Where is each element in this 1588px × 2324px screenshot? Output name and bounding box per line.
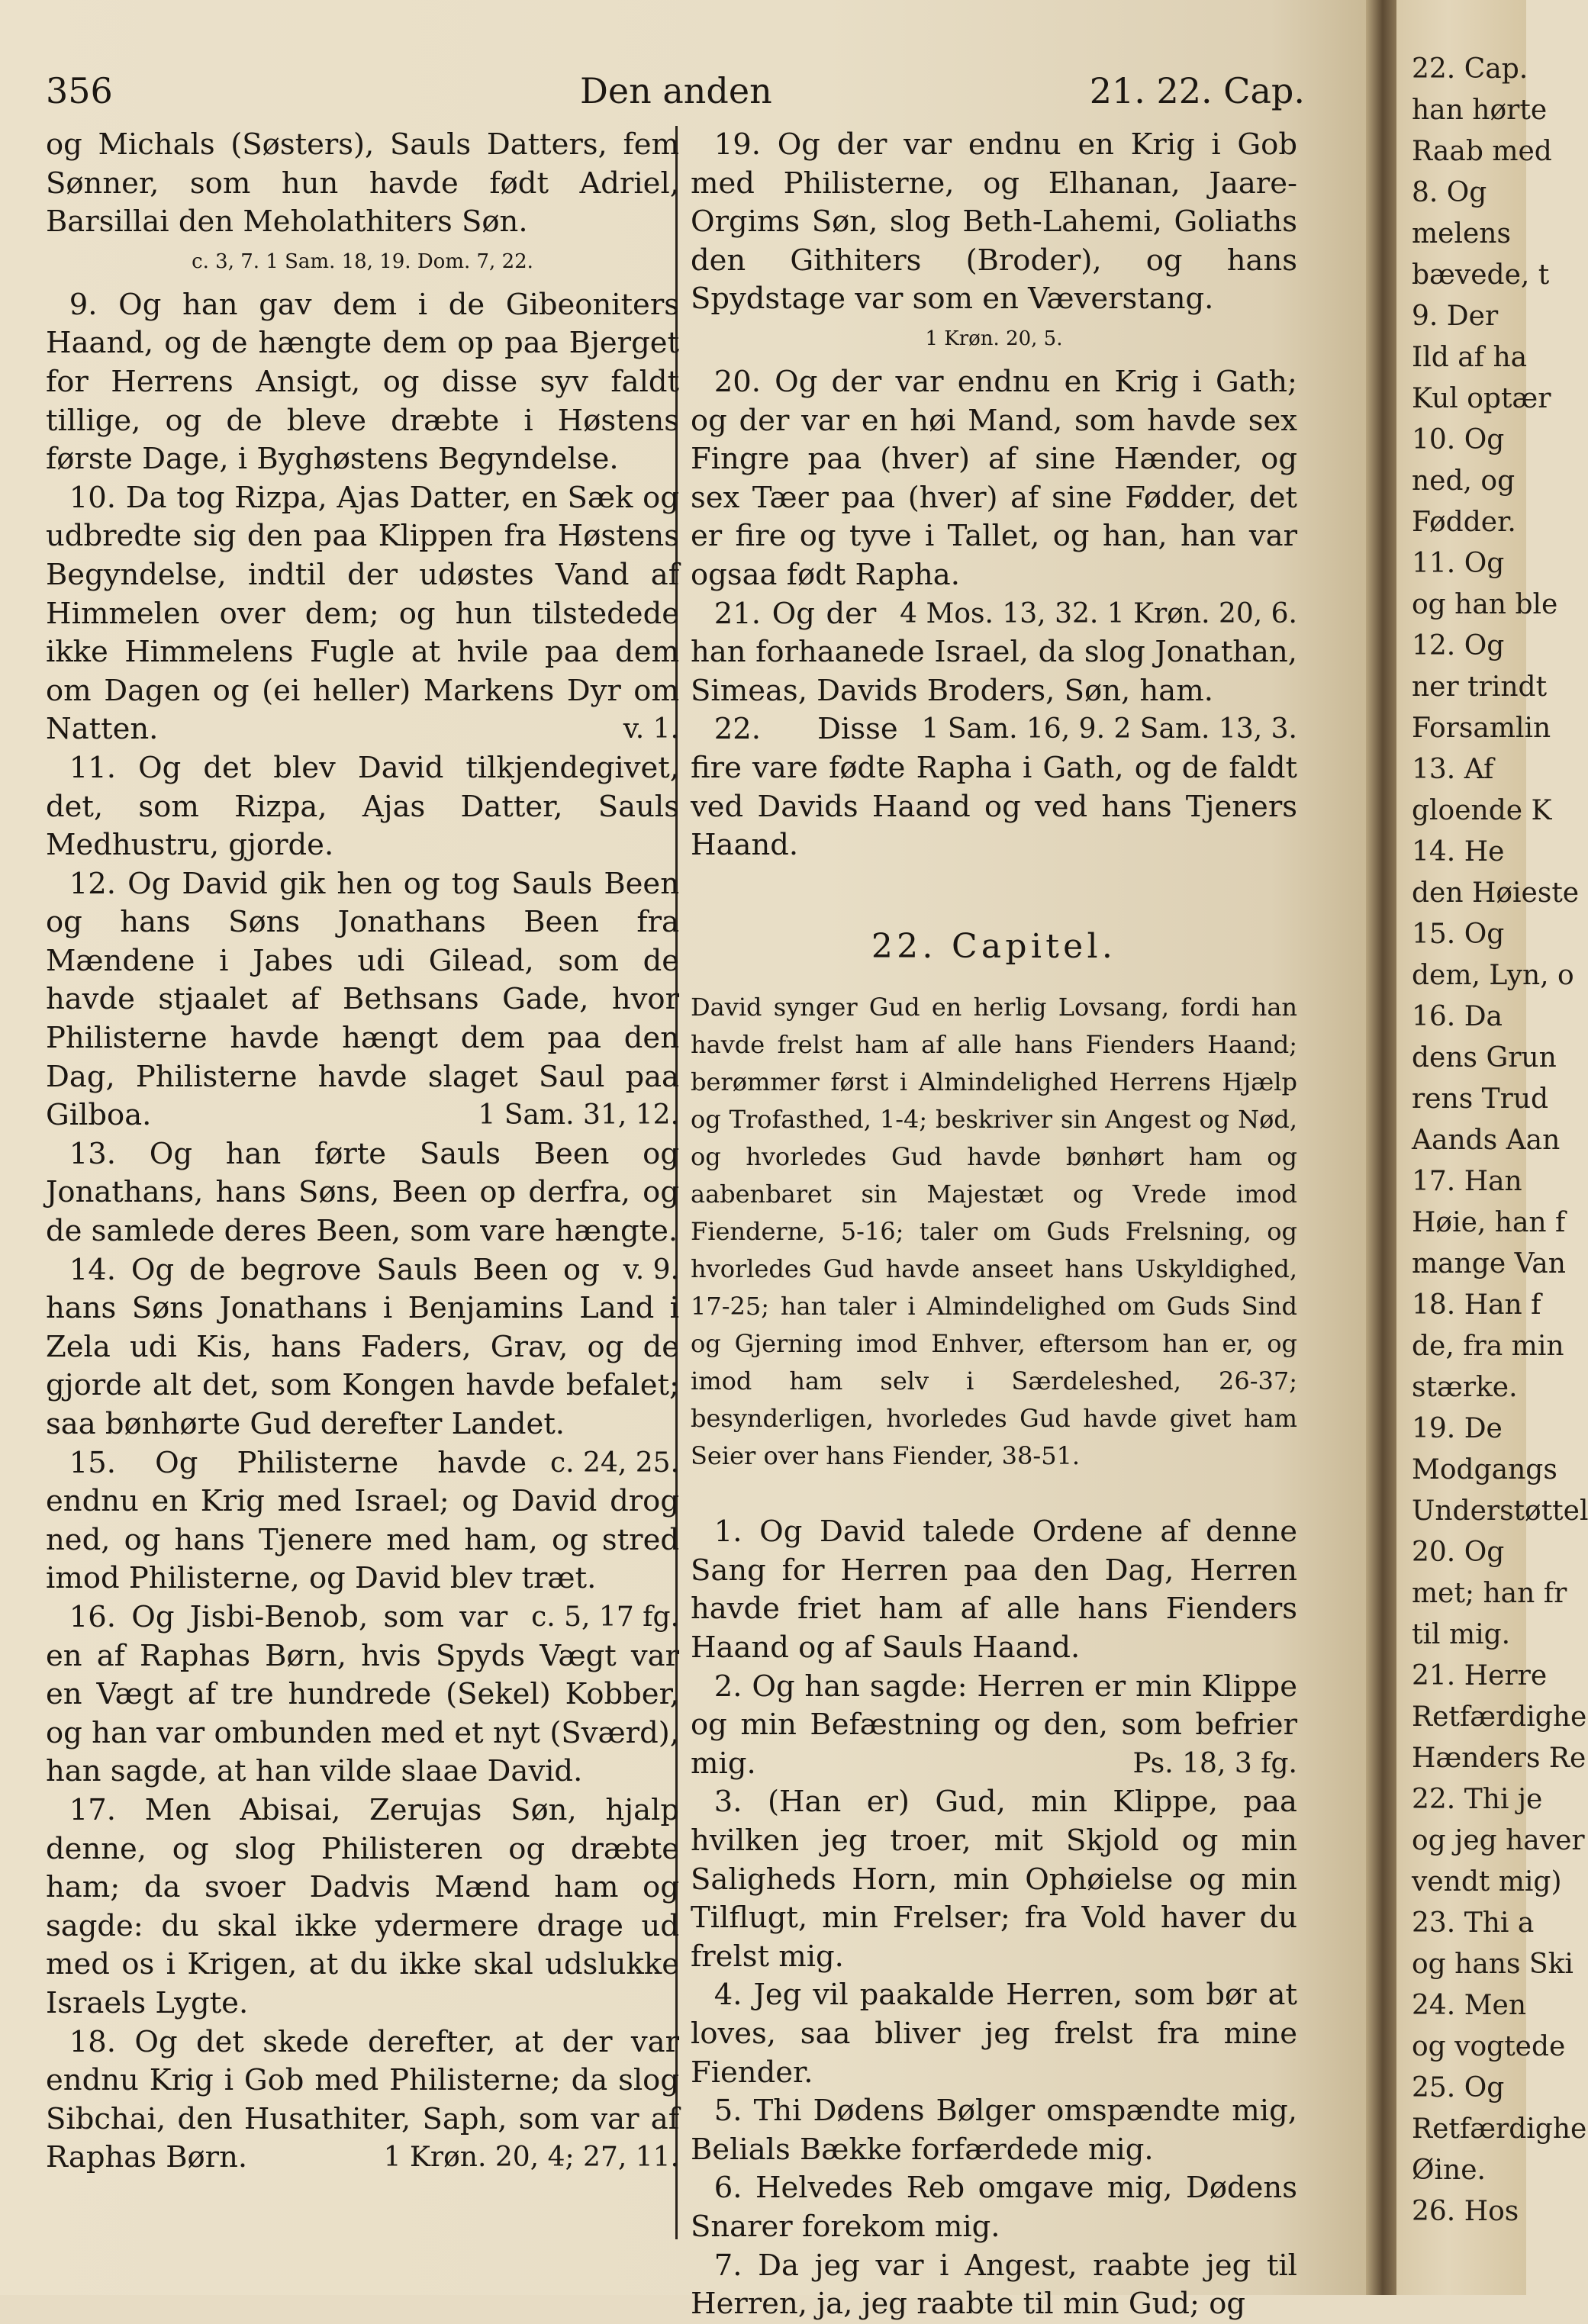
facing-page-fragment: 13. Af	[1412, 754, 1494, 785]
facing-page-fragment: rens Trud	[1412, 1083, 1549, 1115]
left-column	[46, 126, 679, 2178]
facing-page-fragment: 10. Og	[1412, 424, 1505, 455]
verse-text: 18. Og det skede derefter, at der var endnu Krig i Gob med Philisterne; da slog Sibchai, den Husathiter, Saph, som var af Raphas Børn.	[46, 2024, 679, 2175]
verse-text: 9. Og han gav dem i de Gibeoniters Haand, og de hængte dem op paa Bjerget for Herrens Ansigt, og disse syv faldt tillige, og de bleve dræbte i Høstens første Dage, i Byghøstens Begyndelse.	[46, 287, 679, 477]
facing-page-fragment: 26. Hos	[1412, 2196, 1519, 2227]
facing-page-fragment: 18. Han f	[1412, 1289, 1541, 1321]
facing-page-fragment: Retfærdighe	[1412, 1701, 1587, 1733]
running-header	[46, 70, 1305, 116]
facing-page-fragment: bævede, t	[1412, 259, 1550, 291]
facing-page-fragment: Retfærdighe	[1412, 2113, 1587, 2145]
facing-page-fragment: Hænders Re	[1412, 1743, 1586, 1774]
verse-text: 14. Og de begrove Sauls Been og hans Søns Jonathans i Benjamins Land i Zela udi Kis, hans Faders, Grav, og de gjorde alt det, som Kongen havde befalet; saa bønhørte Gud derefter Landet.	[46, 1252, 679, 1441]
facing-page-fragment: til mig.	[1412, 1619, 1511, 1650]
verse	[46, 1135, 679, 1286]
verse-text: 6. Helvedes Reb omgave mig, Dødens Snarer forekom mig.	[691, 2171, 1297, 2244]
page-number: 356	[46, 70, 113, 111]
facing-page-fragment: mange Van	[1412, 1248, 1566, 1279]
verse	[691, 363, 1297, 629]
verse	[46, 749, 679, 865]
cross-reference: Ps. 18, 3 fg.	[1132, 1747, 1297, 1779]
verse-text: 12. Og David gik hen og tog Sauls Been og hans Søns Jonathans Been fra Mændene i Jabes udi Gilead, som de havde stjaalet af Bethsans Gade, hvor Philisterne havde hængt dem paa den Dag, Philisterne havde slaget Saul paa Gilboa.	[46, 866, 679, 1133]
facing-page-fragment: 21. Herre	[1412, 1660, 1548, 1691]
facing-page-fragment: Fødder.	[1412, 507, 1516, 538]
verse	[691, 126, 1297, 319]
facing-page-fragment: 24. Men	[1412, 1990, 1527, 2021]
verse-text: 2. Og han sagde: Herren er min Klippe og min Befæstning og den, som befrier mig.	[691, 1669, 1297, 1781]
verse	[691, 2247, 1297, 2324]
verse	[691, 1513, 1297, 1667]
facing-page-fragment: 22. Cap.	[1412, 53, 1528, 85]
verse	[691, 2169, 1297, 2246]
facing-page-fragment: Øine.	[1412, 2155, 1486, 2186]
facing-page-edge	[1396, 0, 1588, 2295]
cross-reference: c. 3, 7. 1 Sam. 18, 19. Dom. 7, 22.	[192, 249, 533, 273]
verse	[46, 1791, 679, 2023]
verse-text: 17. Men Abisai, Zerujas Søn, hjalp denne, og slog Philisteren og dræbte ham; da svoer Dadvis Mænd ham og sagde: du skal ikke ydermere drage ud med os i Krigen, at du ikke skal udslukke Israels Lygte.	[46, 1792, 679, 2020]
verse-text: 11. Og det blev David tilkjendegivet, det, som Rizpa, Ajas Datter, Sauls Medhustru, gjorde.	[46, 750, 679, 863]
facing-page-fragment: Modgangs	[1412, 1454, 1557, 1485]
running-title: Den anden	[580, 70, 772, 111]
facing-page-fragment: 19. De	[1412, 1413, 1503, 1444]
facing-page-fragment: 12. Og	[1412, 630, 1505, 661]
right-column	[691, 126, 1297, 2324]
verse-continuation: og Michals (Søsters), Sauls Datters, fem Sønner, som hun havde født Adriel, Barsillai den Meholathiters Søn.	[46, 127, 679, 240]
cross-reference: 1 Sam. 16, 9. 2 Sam. 13, 3.	[921, 713, 1297, 745]
cross-reference: v. 9.	[623, 1254, 679, 1286]
facing-page-fragment: stærke.	[1412, 1372, 1518, 1403]
facing-page-fragment: gloende K	[1412, 795, 1552, 826]
verse-text: 16. Og Jisbi-Benob, som var en af Raphas Børn, hvis Spyds Vægt var en Vægt af tre hundrede (Sekel) Kobber, og han var ombunden med et nyt (Sværd), han sagde, at han vilde slaae David.	[46, 1599, 679, 1789]
verse-text: 21. Og der han forhaanede Israel, da slog Jonathan, Simeas, Davids Broders, Søn, ham.	[691, 596, 1297, 708]
facing-page-fragment: Ild af ha	[1412, 342, 1528, 373]
facing-page-fragment: ner trindt	[1412, 671, 1548, 703]
verse	[46, 479, 679, 749]
facing-page-fragment: Raab med	[1412, 136, 1552, 167]
verse	[691, 1976, 1297, 2092]
cross-reference: 1 Sam. 31, 12.	[478, 1099, 679, 1131]
facing-page-fragment: 23. Thi a	[1412, 1907, 1535, 1939]
facing-page-fragment: 8. Og	[1412, 177, 1487, 208]
facing-page-fragment: de, fra min	[1412, 1331, 1564, 1362]
verses-chapter-21	[691, 126, 1297, 865]
verse	[46, 865, 679, 1135]
facing-page-fragment: han hørte	[1412, 95, 1548, 126]
facing-page-fragment: 22. Thi je	[1412, 1784, 1543, 1815]
verse-text: 20. Og der var endnu en Krig i Gath; og der var en høi Mand, som havde sex Fingre paa (hver) af sine Hænder, og sex Tæer paa (hver) af sine Fødder, det er fire og tyve i Tallet, og han, han var ogsaa født Rapha.	[691, 364, 1297, 592]
chapter-heading: 22. Capitel.	[871, 926, 1117, 966]
facing-page-fragment: og hans Ski	[1412, 1949, 1574, 1980]
facing-page-fragment: dens Grun	[1412, 1042, 1557, 1073]
verse-text: 13. Og han førte Sauls Been og Jonathans, hans Søns, Been op derfra, og de samlede deres Been, som vare hængte.	[46, 1136, 679, 1249]
verse	[46, 286, 679, 479]
facing-page-fragment: met; han fr	[1412, 1578, 1567, 1609]
facing-page-fragment: Understøttel	[1412, 1495, 1588, 1527]
verse-text: 5. Thi Dødens Bølger omspændte mig, Belials Bække forfærdede mig.	[691, 2094, 1297, 2167]
facing-page-fragment: og vogtede	[1412, 2031, 1566, 2062]
facing-page-fragment: 15. Og	[1412, 919, 1505, 950]
verse-text: 4. Jeg vil paakalde Herren, som bør at loves, saa bliver jeg frelst fra mine Fiender.	[691, 1978, 1297, 2090]
verse	[691, 2092, 1297, 2169]
cross-reference: c. 24, 25.	[550, 1447, 679, 1479]
facing-page-fragment: 25. Og	[1412, 2072, 1505, 2104]
verse-text: 1. Og David talede Ordene af denne Sang for Herren paa den Dag, Herren havde friet ham af alle hans Fienders Haand og af Sauls Haand.	[691, 1514, 1297, 1666]
facing-page-fragment: Aands Aan	[1412, 1125, 1561, 1156]
verse	[691, 1783, 1297, 1976]
verse-text: 7. Da jeg var i Angest, raabte jeg til Herren, ja, jeg raabte til min Gud; og	[691, 2248, 1297, 2322]
facing-page-fragment: og jeg haver	[1412, 1825, 1585, 1856]
facing-page-fragment: 17. Han	[1412, 1166, 1522, 1197]
verse	[691, 1668, 1297, 1784]
cross-reference: 4 Mos. 13, 32. 1 Krøn. 20, 6.	[900, 597, 1297, 629]
facing-page-fragment: 14. He	[1412, 836, 1505, 867]
chapter-summary: David synger Gud en herlig Lovsang, fordi han havde frelst ham af alle hans Fienders Haand; berømmer først i Almindelighed Herrens Hjælp og Trofasthed, 1-4; beskriver sin Angest og Nød, og hvorledes Gud havde bønhørt ham og aabenbaret sin Majestæt og Vrede imod Fienderne, 5-16; taler om Guds Frelsning, og hvorledes Gud havde anseet hans Uskyldighed, 17-25; han taler i Almindelighed om Guds Sind og Gjerning imod Enhver, eftersom han er, og imod ham selv i Særdeleshed, 26-37; besynderligen, hvorledes Gud havde givet ham Seier over hans Fiender, 38-51.	[691, 993, 1297, 1471]
facing-page-fragment: ned, og	[1412, 465, 1516, 497]
chapter-indicator: 21. 22. Cap.	[1089, 70, 1305, 111]
facing-page-fragment: Forsamlin	[1412, 713, 1551, 744]
facing-page-fragment: 20. Og	[1412, 1537, 1505, 1568]
verse-text: 19. Og der var endnu en Krig i Gob med Philisterne, og Elhanan, Jaare-Orgims Søn, slog Beth-Lahemi, Goliaths den Githiters (Broder), og hans Spydstage var som en Væverstang.	[691, 127, 1297, 317]
verse	[46, 2023, 679, 2178]
cross-reference: v. 1.	[623, 713, 679, 745]
facing-page-fragment: Høie, han f	[1412, 1207, 1566, 1238]
verse-text: 10. Da tog Rizpa, Ajas Datter, en Sæk og udbredte sig den paa Klippen fra Høstens Begyndelse, indtil der udøstes Vand af Himmelen over dem; og hun tilstedede ikke Himmelens Fugle at hvile paa dem om Dagen og (ei heller) Markens Dyr om Natten.	[46, 480, 679, 747]
cross-reference: 1 Krøn. 20, 5.	[925, 327, 1063, 350]
cross-reference: c. 5, 17 fg.	[531, 1601, 679, 1633]
facing-page-fragment: dem, Lyn, o	[1412, 960, 1574, 991]
facing-page-fragment: den Høieste	[1412, 877, 1580, 909]
cross-reference: 1 Krøn. 20, 4; 27, 11.	[383, 2142, 679, 2174]
facing-page-fragment: 11. Og	[1412, 548, 1505, 579]
verse-text: 22. Disse fire vare fødte Rapha i Gath, og de faldt ved Davids Haand og ved hans Tjeners Haand.	[691, 712, 1297, 863]
verses-chapter-22	[691, 1513, 1297, 2323]
book-gutter	[1366, 0, 1396, 2295]
facing-page-fragment: 9. Der	[1412, 301, 1499, 332]
facing-page-fragment: 16. Da	[1412, 1001, 1503, 1032]
verse-text: 3. (Han er) Gud, min Klippe, paa hvilken jeg troer, mit Skjold og min Saligheds Horn, min Ophøielse og min Tilflugt, min Frelser; fra Vold haver du frelst mig.	[691, 1785, 1297, 1974]
verse	[46, 1251, 679, 1479]
facing-page-fragment: Kul optær	[1412, 383, 1551, 414]
facing-page-fragment: melens	[1412, 218, 1511, 249]
facing-page-fragment: og han ble	[1412, 589, 1558, 620]
verse-text: 15. Og Philisterne havde endnu en Krig med Israel; og David drog ned, og hans Tjenere med ham, og stred imod Philisterne, og David blev træt.	[46, 1445, 679, 1596]
facing-page-fragment: vendt mig)	[1412, 1866, 1562, 1898]
